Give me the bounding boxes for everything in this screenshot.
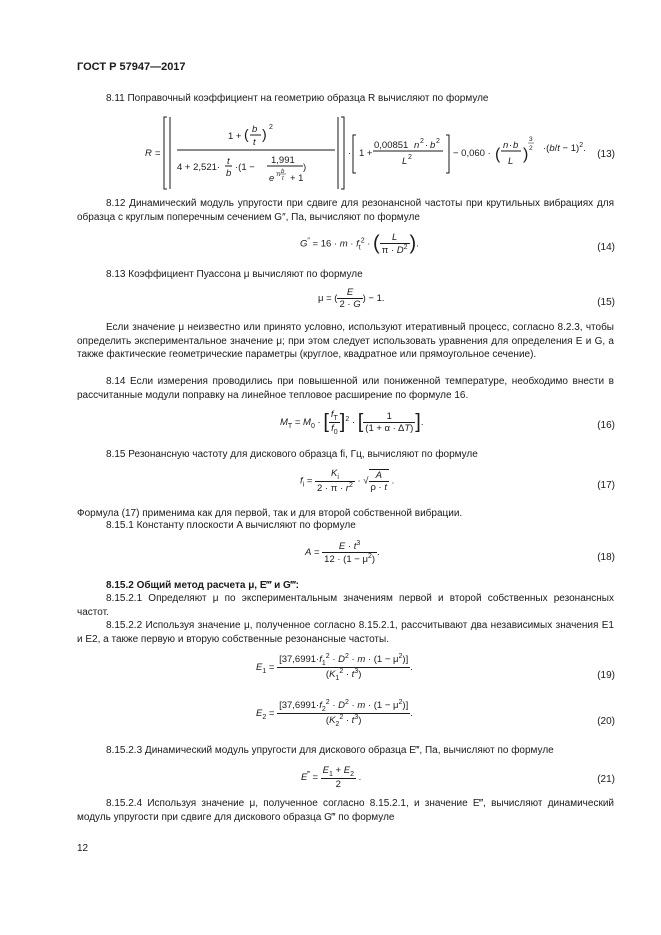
svg-text:(: ( [244,126,249,142]
eq-number-20: (20) [597,716,615,727]
svg-text:): ) [303,162,307,173]
para-8-15-2-3: 8.15.2.3 Динамический модуль упругости для дискового образца E‴, Па, вычисляют по формуле [106,745,554,756]
svg-text:): ) [523,146,529,163]
eq-number-15: (15) [597,297,615,308]
svg-text:2: 2 [420,138,424,145]
svg-text:e: e [269,173,275,184]
formula-13-graphic [143,113,543,193]
formula-13-tail: $\cdot(b/t - 1)^2$. [543,142,586,155]
svg-text:b: b [252,124,258,135]
document-header: ГОСТ Р 57947—2017 [77,61,186,73]
svg-text:L: L [402,156,408,167]
svg-text:t: t [253,137,256,148]
para-8-15-2-1: 8.15.2.1 Определяют μ по экспериментальным значениям первой и второй собственных резонансных частот. [77,593,614,618]
svg-text:4 + 2,521·: 4 + 2,521· [177,162,221,173]
formula-15: μ = ( $\frac{E}{2 \cdot G}$ ) − 1. [318,287,385,310]
eq-number-13: (13) [597,149,615,160]
eq-number-21: (21) [597,774,615,785]
formula-17: $f_i$ = $\frac{K_i}{2 \cdot \pi \cdot r^2}$ · √ $\frac{A}{\rho \cdot t}$ . [300,468,395,495]
svg-text:+ 1: + 1 [290,173,304,184]
para-8-15-2-title: 8.15.2 Общий метод расчета μ, E‴ и G‴: [106,580,299,591]
para-8-11: 8.11 Поправочный коэффициент на геометрию образца R вычисляют по формуле [106,93,489,104]
svg-text:1 +: 1 + [359,148,373,159]
svg-text:b: b [226,168,232,179]
eq-number-16: (16) [597,420,615,431]
svg-text:1,991: 1,991 [271,155,295,166]
svg-text:·: · [425,140,429,151]
svg-text:·(1 −: ·(1 − [235,162,255,173]
formula-14: $G'' = 16 \cdot m \cdot f_t^2$ · ( $\frac{L}{\pi \cdot D^2}$ ). [300,232,419,257]
formula-18: A = $\frac{E \cdot t^3}{12 \cdot (1 - \mu^2)}$ . [305,540,380,566]
para-8-13b: Если значение μ неизвестно или принято условно, используют итеративный процесс, согласно 8.2.3, чтобы определить экспериментальное значение μ; при этом следует использовать уравнения для определения E и G, а также фактические геометрические параметры (круглое, квадратное или прямоугольное сечение). [77,322,614,360]
svg-text:R: R [145,148,152,159]
svg-text:n: n [414,140,420,151]
svg-text:π: π [276,171,281,178]
formula-21: E‴ = $\frac{E_1 + E_2}{2}$ . [301,765,362,790]
para-8-15b: Формула (17) применима как для первой, так и для второй собственной вибрации. [77,508,463,519]
svg-text:): ) [262,126,267,142]
page-number: 12 [77,843,89,854]
svg-text:2: 2 [269,124,273,131]
svg-text:− 0,060 ·: − 0,060 · [453,148,491,159]
para-8-15: 8.15 Резонансную частоту для дискового образца fi, Гц, вычисляют по формуле [106,449,478,460]
svg-text:b: b [430,140,436,151]
svg-text:(: ( [495,146,501,163]
svg-text:1 +: 1 + [228,131,242,142]
svg-text:2: 2 [408,154,412,161]
para-8-15-2-4: 8.15.2.4 Используя значение μ, полученное согласно 8.15.2.1, и значение E‴, вычисляют динамический модуль упругости при сдвиге для дискового образца G‴ по формуле [77,798,614,823]
formula-13 [143,113,543,193]
svg-text:·: · [509,140,513,151]
eq-number-18: (18) [597,552,615,563]
para-8-14: 8.14 Если измерения проводились при повышенной или пониженной температуре, необходимо внести в рассчитанные модули поправку на линейное тепловое расширение по формуле 16. [77,376,614,401]
svg-text:2: 2 [436,138,440,145]
svg-text:=: = [155,148,161,159]
svg-text:t: t [282,176,284,182]
svg-text:b: b [513,140,519,151]
formula-19: $E_1$ = $\frac{[37,6991\cdot f_1^2 \cdot D^2 \cdot m \cdot (1 - \mu^2)]}{(K_1^2 \cdot t^3)}$ . [256,653,413,683]
para-8-15-2-2: 8.15.2.2 Используя значение μ, полученное согласно 8.15.2.1, рассчитывают два независимых значения E1 и E2, а также первую и вторую собственные резонансные частоты. [77,620,614,645]
svg-text:2: 2 [529,145,533,152]
svg-text:t: t [227,156,230,167]
formula-16: $M_T = M_0$ · [ $\frac{f_T}{f_0}$ ]$^2$ · [ $\frac{1}{(1 + \alpha \cdot \Delta T)}$ ]. [280,409,424,436]
svg-text:b: b [281,169,285,175]
svg-text:3: 3 [529,136,533,143]
svg-text:·: · [348,148,352,159]
para-8-15-1: 8.15.1 Константу плоскости A вычисляют по формуле [106,520,356,531]
para-8-12: 8.12 Динамический модуль упругости при сдвиге для резонансной частоты при крутильных вибрациях для образца с круглым поперечным сечением G″, Па, вычисляют по формуле [77,198,614,223]
eq-number-14: (14) [597,242,615,253]
eq-number-19: (19) [597,670,615,681]
svg-text:n: n [503,140,509,151]
svg-text:L: L [508,156,514,167]
formula-20: $E_2$ = $\frac{[37,6991\cdot f_2^2 \cdot D^2 \cdot m \cdot (1 - \mu^2)]}{(K_2^2 \cdot t^3)}$ . [256,699,413,729]
svg-text:0,00851: 0,00851 [374,140,409,151]
eq-number-17: (17) [597,480,615,491]
para-8-13: 8.13 Коэффициент Пуассона μ вычисляют по формуле [106,269,363,280]
